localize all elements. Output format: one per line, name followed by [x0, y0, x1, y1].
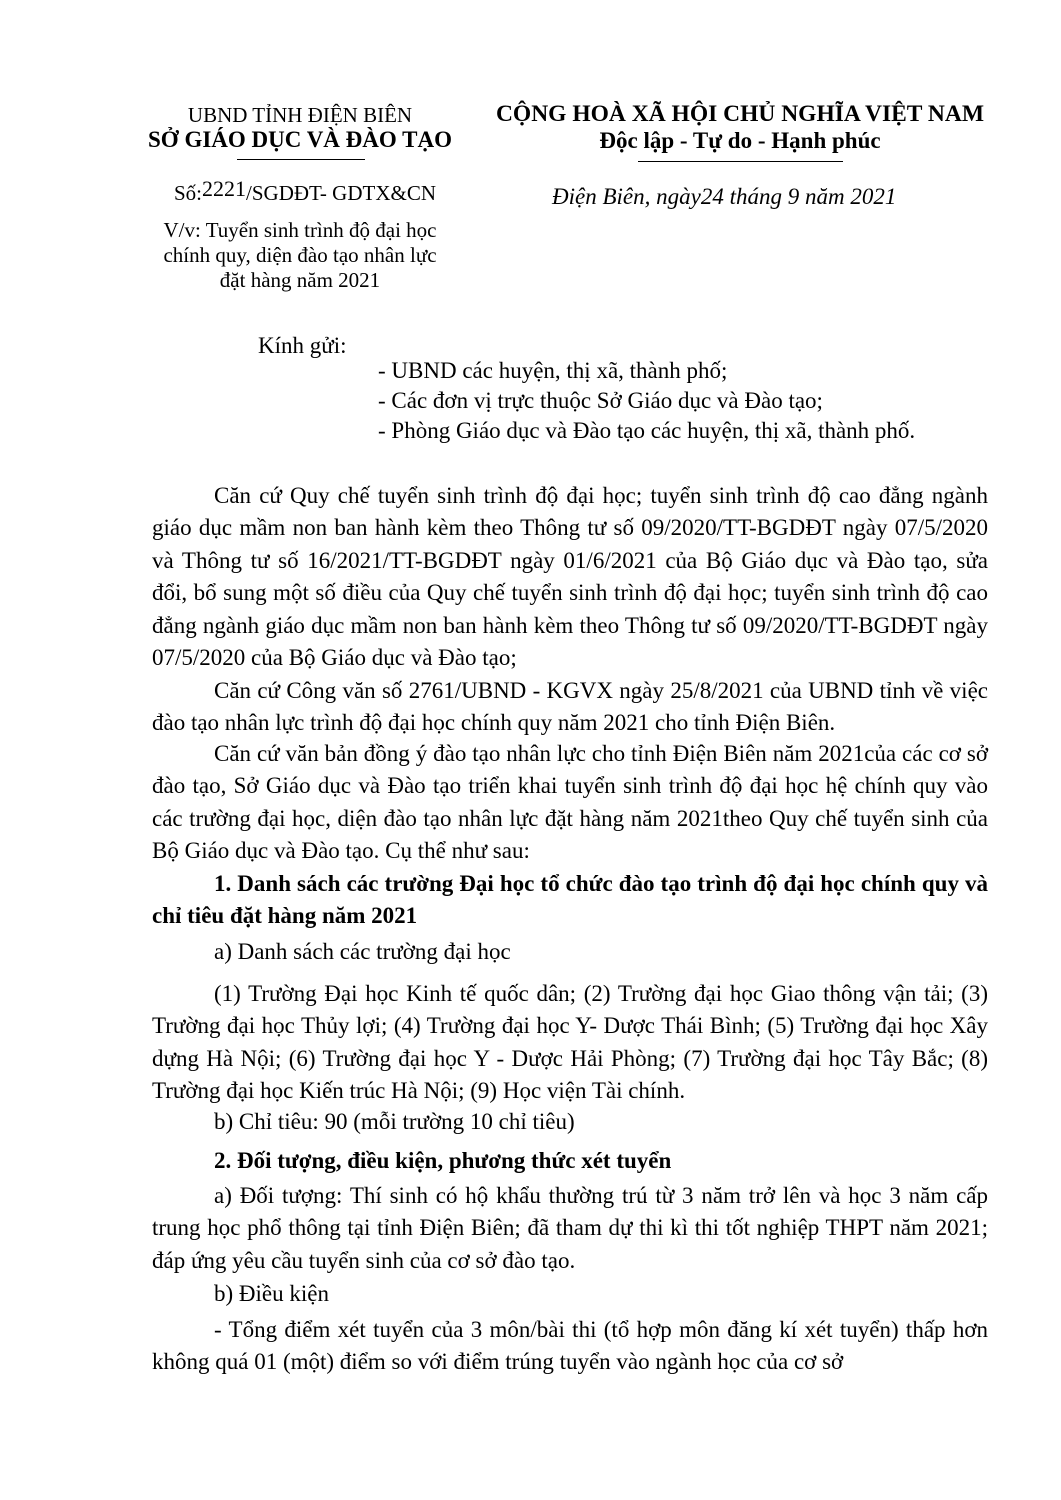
recipient-2: - Các đơn vị trực thuộc Sở Giáo dục và Đào tạo; — [378, 388, 823, 413]
paragraph-legal-basis-1: Căn cứ Quy chế tuyển sinh trình độ đại học; tuyển sinh trình độ cao đẳng ngành giáo dục mầm non ban hành kèm theo Thông tư số 09/2020/TT-BGDĐT ngày 07/5/2020 và Thông tư số 16/2021/TT-BGDĐT ngày 01/6/2021 của Bộ Giáo dục và Đào tạo, sửa đổi, bổ sung một số điều của Quy chế tuyển sinh trình độ đại học; tuyển sinh trình độ cao đẳng ngành giáo dục mầm non ban hành kèm theo Thông tư số 09/2020/TT-BGDĐT ngày 07/5/2020 của Bộ Giáo dục và Đào tạo; — [152, 483, 988, 671]
country-name: CỘNG HOÀ XÃ HỘI CHỦ NGHĨA VIỆT NAM — [495, 101, 985, 127]
paragraph-legal-basis-3: Căn cứ văn bản đồng ý đào tạo nhân lực cho tỉnh Điện Biên năm 2021của các cơ sở đào tạo, Sở Giáo dục và Đào tạo triển khai tuyển sinh trình độ đại học hệ chính quy vào các trường đại học, diện đào tạo nhân lực đặt hàng năm 2021theo Quy chế tuyển sinh của Bộ Giáo dục và Đào tạo. Cụ thể như sau: — [152, 741, 988, 864]
subject-line-1: V/v: Tuyển sinh trình độ đại học — [163, 218, 437, 242]
document-number — [174, 176, 436, 206]
motto-underline — [638, 161, 843, 162]
section-2a-target: a) Đối tượng: Thí sinh có hộ khẩu thường trú từ 3 năm trở lên và học 3 năm cấp trung học phổ thông tại tỉnh Điện Biên; đã tham dự thi kì thi tốt nghiệp THPT năm 2021; đáp ứng yêu cầu tuyển sinh của cơ sở đào tạo. — [152, 1183, 988, 1273]
department-underline — [237, 159, 365, 160]
section-2b-heading: b) Điều kiện — [214, 1281, 329, 1306]
recipient-3: - Phòng Giáo dục và Đào tạo các huyện, thị xã, thành phố. — [378, 418, 916, 443]
condition-1: - Tổng điểm xét tuyển của 3 môn/bài thi (tổ hợp môn đăng kí xét tuyển) thấp hơn không quá 01 (một) điểm so với điểm trúng tuyển vào ngành học của cơ sở — [152, 1317, 988, 1375]
section-2-heading: 2. Đối tượng, điều kiện, phương thức xét tuyển — [214, 1148, 672, 1173]
issuing-agency: UBND TỈNH ĐIỆN BIÊN — [187, 103, 413, 127]
number-prefix: Số: — [174, 181, 203, 205]
subject-line-3: đặt hàng năm 2021 — [219, 268, 381, 292]
section-1a-heading: a) Danh sách các trường đại học — [214, 939, 511, 964]
number-value: 2221 — [202, 176, 247, 201]
issuing-department: SỞ GIÁO DỤC VÀ ĐÀO TẠO — [148, 127, 452, 152]
national-motto: Độc lập - Tự do - Hạnh phúc — [599, 128, 881, 153]
section-1b-quota: b) Chỉ tiêu: 90 (mỗi trường 10 chỉ tiêu) — [214, 1109, 575, 1134]
subject-line-2: chính quy, diện đào tạo nhân lực — [163, 243, 437, 267]
school-list: (1) Trường Đại học Kinh tế quốc dân; (2) Trường đại học Giao thông vận tải; (3) Trường đại học Thủy lợi; (4) Trường đại học Y- Dược Thái Bình; (5) Trường đại học Xây dựng Hà Nội; (6) Trường đại học Y - Dược Hải Phòng; (7) Trường đại học Tây Bắc; (8) Trường đại học Kiến trúc Hà Nội; (9) Học viện Tài chính. — [152, 981, 988, 1104]
place-date: Điện Biên, ngày24 tháng 9 năm 2021 — [552, 184, 897, 209]
section-1-heading: 1. Danh sách các trường Đại học tổ chức đào tạo trình độ đại học chính quy và chỉ tiêu đặt hàng năm 2021 — [152, 871, 988, 929]
recipient-1: - UBND các huyện, thị xã, thành phố; — [378, 358, 728, 383]
salutation: Kính gửi: — [258, 333, 347, 358]
paragraph-legal-basis-2: Căn cứ Công văn số 2761/UBND - KGVX ngày 25/8/2021 của UBND tỉnh về việc đào tạo nhân lực trình độ đại học chính quy năm 2021 cho tỉnh Điện Biên. — [152, 678, 988, 736]
number-suffix: /SGDĐT- GDTX&CN — [246, 181, 436, 205]
